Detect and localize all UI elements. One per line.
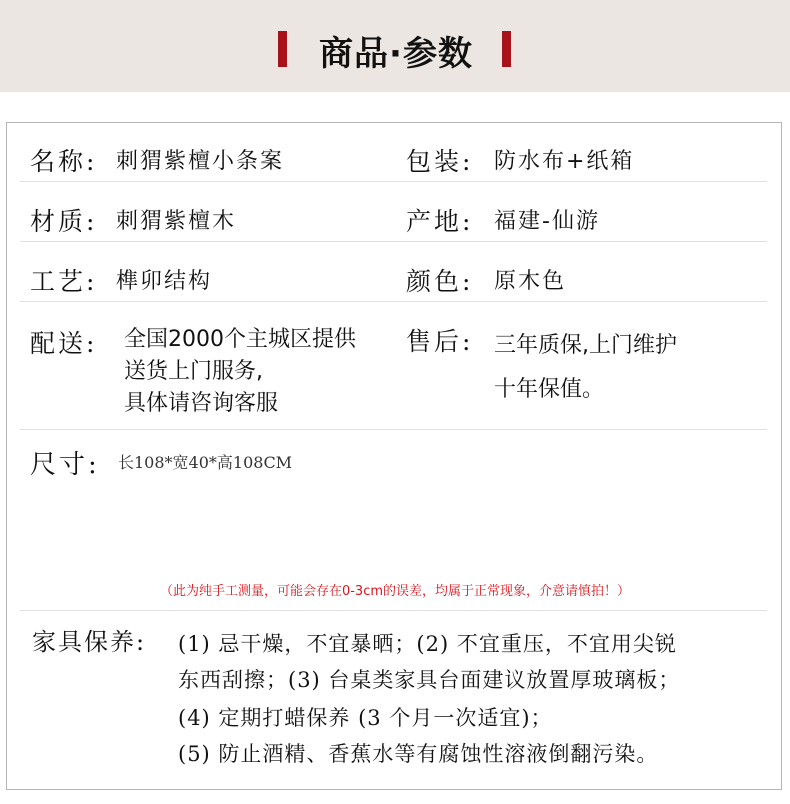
care-line: (4) 定期打蜡保养 (3 个月一次适宜)； xyxy=(178,706,553,730)
row-divider xyxy=(20,241,767,242)
size-label: 尺寸: xyxy=(30,450,100,480)
delivery-line: 具体请咨询客服 xyxy=(124,391,279,416)
delivery-value xyxy=(124,324,356,420)
origin-value: 福建-仙游 xyxy=(494,209,600,234)
material-label: 材质: xyxy=(30,207,98,236)
aftersale-value xyxy=(494,324,677,412)
delivery-line: 全国2000个主城区提供 xyxy=(124,327,356,352)
origin-label: 产地: xyxy=(406,207,474,236)
measurement-note: （此为纯手工测量，可能会存在0-3cm的误差，均属于正常现象，介意请慎拍！） xyxy=(159,584,631,599)
header-banner xyxy=(0,0,790,92)
name-label: 名称: xyxy=(30,147,98,176)
title-bar-right xyxy=(502,31,511,67)
craft-label: 工艺: xyxy=(30,267,98,296)
color-value: 原木色 xyxy=(494,269,567,294)
care-line: (1) 忌干燥，不宜暴晒；(2) 不宜重压，不宜用尖锐 xyxy=(178,632,677,656)
aftersale-label: 售后: xyxy=(406,327,474,356)
delivery-label: 配送: xyxy=(30,329,98,358)
color-label: 颜色: xyxy=(406,267,474,296)
craft-value: 榫卯结构 xyxy=(116,269,213,294)
packaging-value: 防水布+纸箱 xyxy=(494,149,635,174)
delivery-line: 送货上门服务, xyxy=(124,359,263,384)
name-value: 刺猬紫檀小条案 xyxy=(116,149,285,174)
row-divider xyxy=(20,610,767,611)
size-value: 长108*宽40*高108CM xyxy=(118,453,293,472)
page-title: 商品·参数 xyxy=(319,34,473,74)
care-line: 东西刮擦；(3) 台桌类家具台面建议放置厚玻璃板； xyxy=(178,668,681,692)
material-value: 刺猬紫檀木 xyxy=(116,209,237,234)
care-label: 家具保养: xyxy=(32,628,147,656)
packaging-label: 包装: xyxy=(406,147,474,176)
row-divider xyxy=(20,181,767,182)
title-bar-left xyxy=(278,31,287,67)
row-divider xyxy=(20,429,767,430)
aftersale-line: 三年质保,上门维护 xyxy=(494,333,677,358)
care-line: (5) 防止酒精、香蕉水等有腐蚀性溶液倒翻污染。 xyxy=(178,742,659,766)
aftersale-line: 十年保值。 xyxy=(494,377,605,402)
row-divider xyxy=(20,301,767,302)
